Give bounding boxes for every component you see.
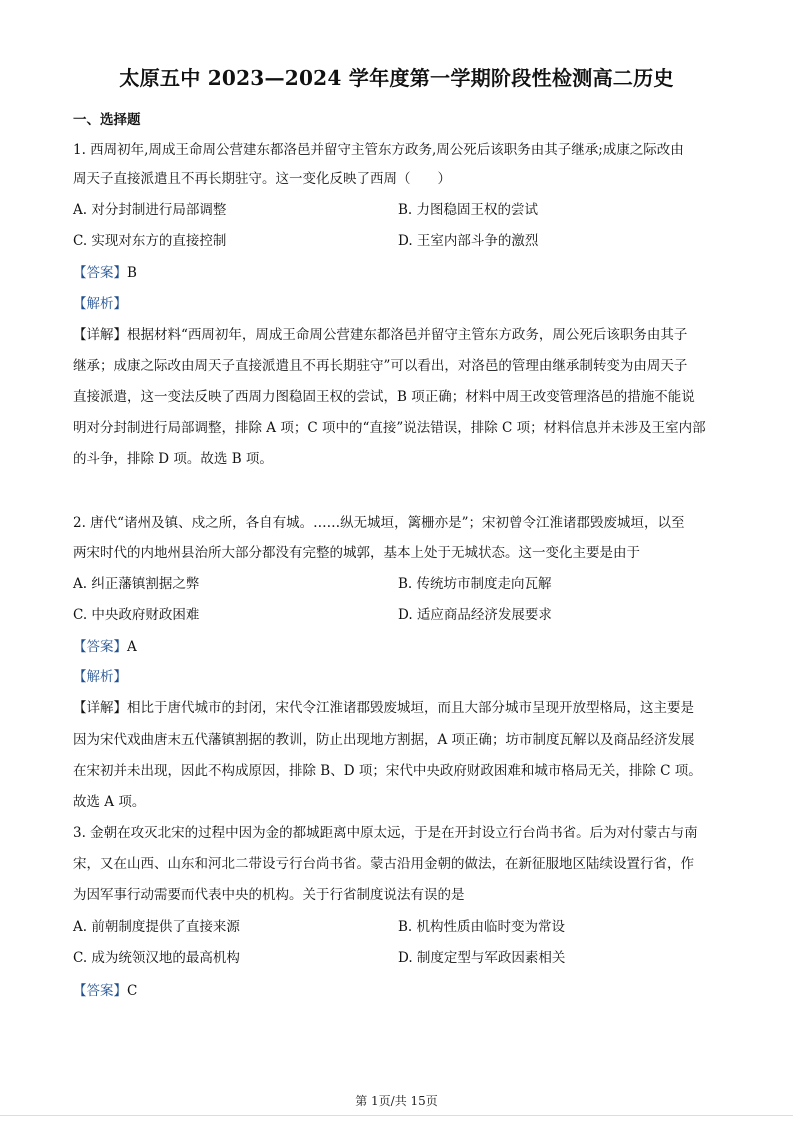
section-heading: 一、选择题 bbox=[73, 112, 141, 128]
detail-text: 相比于唐代城市的封闭，宋代令江淮诸郡毁废城垣，而且大部分城市呈现开放型格局，这主要是 bbox=[127, 700, 694, 716]
option-b: B. 力图稳固王权的尝试 bbox=[398, 202, 539, 218]
detail-label: 【详解】 bbox=[73, 327, 127, 343]
detail-line bbox=[73, 326, 687, 344]
answer-row bbox=[73, 638, 137, 656]
detail-line: 故选 A 项。 bbox=[73, 794, 146, 810]
footer-divider bbox=[0, 1115, 793, 1116]
answer-label: 【答案】 bbox=[73, 639, 127, 655]
answer-value: B bbox=[127, 265, 137, 281]
option-a: A. 前朝制度提供了直接来源 bbox=[73, 919, 240, 935]
option-b: B. 机构性质由临时变为常设 bbox=[398, 919, 566, 935]
question-stem-line: 为因军事行动需要而代表中央的机构。关于行省制度说法有误的是 bbox=[73, 887, 465, 903]
analysis-label-row bbox=[73, 668, 127, 686]
option-d: D. 王室内部斗争的激烈 bbox=[398, 233, 539, 249]
question-stem-line: 3. 金朝在攻灭北宋的过程中因为金的都城距离中原太远，于是在开封设立行台尚书省。后为对付蒙古与南 bbox=[73, 825, 698, 841]
question-stem-line: 周天子直接派遣且不再长期驻守。这一变化反映了西周（ ） bbox=[73, 171, 451, 187]
question-stem-line: 宋，又在山西、山东和河北二带设亏行台尚书省。蒙古沿用金朝的做法，在新征服地区陆续设置行省，作 bbox=[73, 856, 694, 872]
detail-line: 的斗争，排除 D 项。故选 B 项。 bbox=[73, 451, 273, 467]
analysis-label-row bbox=[73, 295, 127, 313]
answer-value: A bbox=[127, 639, 137, 655]
analysis-label: 【解析】 bbox=[73, 669, 127, 685]
question-stem-line: 2. 唐代“诸州及镇、戍之所，各自有城。……纵无城垣，篱栅亦是”；宋初曾令江淮诸郡毁废城垣，以至 bbox=[73, 515, 685, 531]
detail-line: 因为宋代戏曲唐末五代藩镇割据的教训，防止出现地方割据，A 项正确；坊市制度瓦解以及商品经济发展 bbox=[73, 732, 695, 748]
answer-value: C bbox=[127, 983, 138, 999]
question-stem-line: 1. 西周初年,周成王命周公营建东都洛邑并留守主管东方政务,周公死后该职务由其子继承;成康之际改由 bbox=[73, 142, 684, 158]
question-stem-line: 两宋时代的内地州县治所大部分都没有完整的城郭，基本上处于无城状态。这一变化主要是由于 bbox=[73, 545, 640, 561]
analysis-label: 【解析】 bbox=[73, 296, 127, 312]
answer-row bbox=[73, 264, 137, 282]
detail-line bbox=[73, 699, 694, 717]
detail-line: 继承；成康之际改由周天子直接派遣且不再长期驻守”可以看出，对洛邑的管理由继承制转变为由周天子 bbox=[73, 358, 688, 374]
option-c: C. 实现对东方的直接控制 bbox=[73, 233, 227, 249]
option-c: C. 中央政府财政困难 bbox=[73, 607, 200, 623]
option-d: D. 制度定型与军政因素相关 bbox=[398, 950, 566, 966]
option-b: B. 传统坊市制度走向瓦解 bbox=[398, 576, 552, 592]
detail-line: 直接派遣，这一变法反映了西周力图稳固王权的尝试，B 项正确；材料中周王改变管理洛邑的措施不能说 bbox=[73, 389, 695, 405]
detail-line: 明对分封制进行局部调整，排除 A 项；C 项中的“直接”说法错误，排除 C 项；材料信息并未涉及王室内部 bbox=[73, 420, 706, 436]
option-d: D. 适应商品经济发展要求 bbox=[398, 607, 552, 623]
page-footer: 第 1页/共 15页 bbox=[355, 1094, 438, 1108]
option-c: C. 成为统领汉地的最高机构 bbox=[73, 950, 240, 966]
option-a: A. 纠正藩镇割据之弊 bbox=[73, 576, 200, 592]
answer-label: 【答案】 bbox=[73, 265, 127, 281]
answer-row bbox=[73, 982, 137, 1000]
detail-text: 根据材料“西周初年，周成王命周公营建东都洛邑并留守主管东方政务，周公死后该职务由其子 bbox=[127, 327, 688, 343]
answer-label: 【答案】 bbox=[73, 983, 127, 999]
detail-line: 在宋初并未出现，因此不构成原因，排除 B、D 项；宋代中央政府财政困难和城市格局无关，排除 C 项。 bbox=[73, 763, 702, 779]
page-title: 太原五中 2023—2024 学年度第一学期阶段性检测高二历史 bbox=[119, 66, 674, 90]
option-a: A. 对分封制进行局部调整 bbox=[73, 202, 227, 218]
detail-label: 【详解】 bbox=[73, 700, 127, 716]
